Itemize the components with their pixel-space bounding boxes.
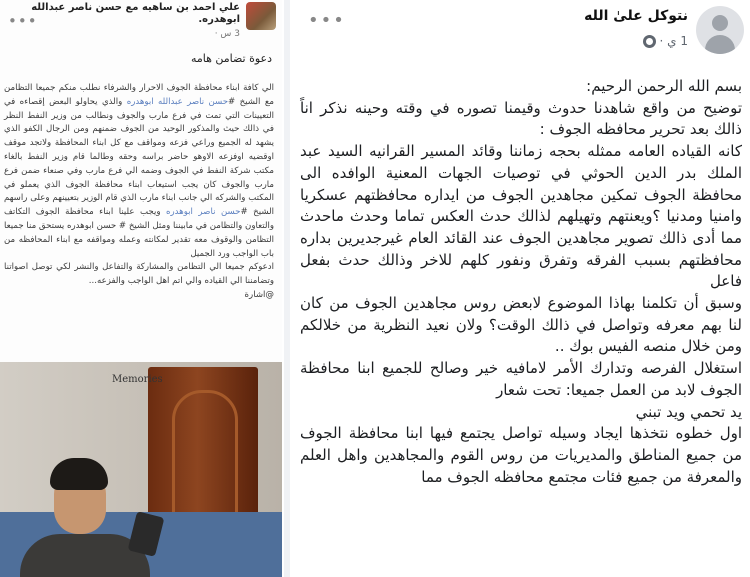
post-author[interactable]: نتوكل علىٰ الله: [584, 8, 688, 24]
shared-post-text: ادعوكم جميعا الي التظامن والمشاركة والتفاعل والنشر لكي توصل اصواتنا وتضامننا الي القياده والي اتم اهل الواجب والفزعه...: [4, 262, 274, 287]
mention-link[interactable]: حسن ناصر عبدالله ابوهدره: [126, 96, 229, 107]
shared-post-screenshot: [0, 0, 282, 577]
post-body: [300, 76, 742, 488]
shared-post-header: [6, 2, 276, 39]
shared-post-author[interactable]: علي احمد بن ساهيه مع حسن ناصر عبدالله ابوهدره.: [31, 2, 240, 25]
photo-caption: Memories: [112, 374, 163, 385]
post-time[interactable]: [643, 34, 688, 48]
shared-post-text: الي كافة ابناء محافظة الجوف الاحرار والشرفاء نطلب منكم جميعا التظامن مع الشيخ #: [4, 83, 274, 107]
avatar-body: [705, 35, 735, 54]
photo-door-panel: [172, 390, 238, 531]
main-post: [292, 0, 750, 577]
post-paragraph: بسم الله الرحمن الرحيم:: [586, 77, 742, 95]
post-time-text: 1 ي ·: [655, 34, 688, 48]
divider: [284, 0, 290, 577]
globe-icon: [643, 35, 656, 48]
shared-post-text: ويجب علينا ابناء محافظة الجوف التكاتف والتعاون والتظامن في مابيننا ومثل الشيخ # حسن ابوهدره يستحق منا جميعا التظامن والوقوف معه تقدير لمكانته وعمله ومواقفه مع ابناء المحافظه من باب الواجب ورد الجميل: [4, 207, 274, 259]
shared-post-text: والذي يحاولو البعض إقصاءه في التعيينات التي تمت في فرع مارب والجوف ونطالب من وزير النفط النظر في ذالك حيث والمذكور الوحيد من الجوف ضمنهم ومن الرجال الكفو الذي يشهد له الجميع وراعي فزعه ومواقف مع كل ابناء المحافظة ولاتجد موقف اوقضيه اوفزعه الاوهو حاضر براسه وحقه وطالما قام وزير النفط بالغاء مكتب شركة النفط في الجوف وضمه الي فرع مارب وفي صنعاء ضمن فرع مارب والجوف كان يجب استيعاب ابناء محافظة الجوف الذي يعملو في المكتب والشركه الي جانب ابناء مارب الذي قام الوزير بتعيينهم وعلى راسهم الشيخ #: [4, 96, 274, 218]
post-paragraph: اول خطوه نتخذها ايجاد وسيله تواصل يجتمع فيها ابنا محافظة الجوف من جميع المناطق والمديريات من روس القوم والمجاهدين واهل العلم والمعرفة من جميع فئات مجتمع محافظه الجوف مما: [300, 424, 742, 486]
avatar-head: [712, 15, 728, 31]
mention-tag[interactable]: @اشارة: [244, 289, 274, 300]
post-paragraph: توضيح من واقع شاهدنا حدوث وقيمنا تصوره في وقته وحينه نذكر اناً ذالك بعد تحرير محافظه الجوف :: [300, 98, 742, 139]
post-paragraph: كانه القياده العامه ممثله بحجه زماننا وقائد المسير القرانيه السيد عبد الملك بدر الدين الحوثي في توصيات الجهات المعنية الوافده الى محافظة الجوف تمكين مجاهدين الجوف من ايداره محافظتهم عسكريا وامنيا ومدنيا ؟ويعنتهم وتهيلهم لذالك حدث العكس تماما وحدث ماحدث مما أدى ذالك تصوير مجاهدين الجوف عند القائد العام غيرجديرين بداره محافظتهم بسبب الفرقه وتفرق ونفور كلهم للاخر وذالك حدث بفعل فاعل: [300, 142, 742, 291]
post-photo[interactable]: [0, 362, 282, 577]
more-dots-icon[interactable]: •••: [8, 12, 38, 30]
mention-link[interactable]: حسن ناصر ابوهدره: [166, 207, 241, 218]
shared-post-title: دعوة تضامن هامه: [190, 52, 272, 65]
post-paragraph: وسبق أن تكلمنا بهاذا الموضوع لابعض روس مجاهدين الجوف من كان لنا بهم معرفه وتواصل في ذالك الوقت؟ ولان نعيد النظرية من خلالكم ومن خلال منصه الفيس بوك ..: [300, 294, 742, 356]
post-paragraph: استغلال الفرصه وتدارك الأمر لامافيه خير وصالح للجميع ابنا محافظة الجوف لابد من العمل جميعا: تحت شعار: [300, 359, 742, 399]
default-avatar-icon[interactable]: [696, 6, 744, 54]
more-dots-icon[interactable]: •••: [308, 10, 346, 31]
photo-hair: [50, 458, 108, 490]
shared-post-body: [4, 82, 274, 303]
photo-person: [20, 454, 150, 577]
post-paragraph: يد تحمي ويد تبني: [635, 402, 742, 421]
shared-post-time[interactable]: 3 س ·: [214, 29, 240, 39]
author-avatar[interactable]: [246, 2, 276, 30]
